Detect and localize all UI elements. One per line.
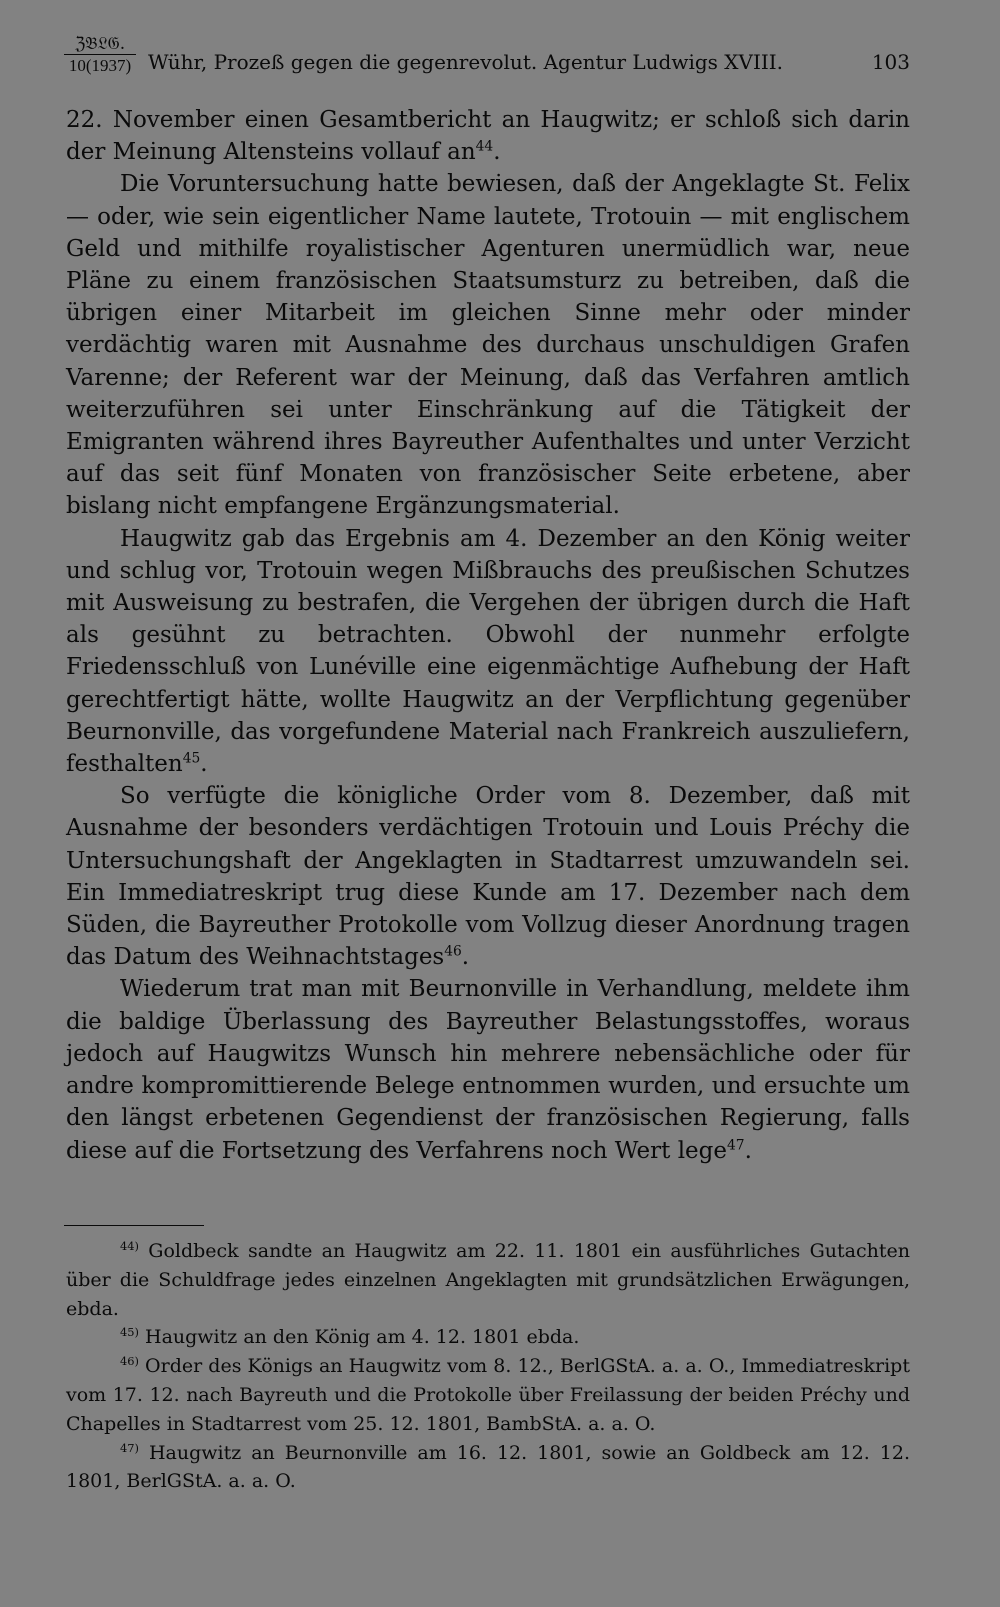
footnote-number: 44) [120, 1239, 139, 1254]
footnote-number: 46) [120, 1354, 139, 1369]
paragraph-text: . [744, 1137, 752, 1164]
footnote-text: Haugwitz an den König am 4. 12. 1801 ebda. [145, 1326, 580, 1349]
paragraph [66, 104, 910, 168]
footnote [66, 1237, 910, 1323]
paragraph [66, 168, 910, 522]
footnote [66, 1439, 910, 1497]
footnote-text: Goldbeck sandte an Haugwitz am 22. 11. 1801 ein ausführliches Gutachten über die Schuldfrage jedes einzelnen Angeklagten mit grundsätzlichen Erwägungen, ebda. [66, 1240, 910, 1320]
paragraph-text: . [493, 139, 501, 166]
journal-volume: 10(1937) [68, 56, 132, 75]
footnote [66, 1352, 910, 1438]
page-number: 103 [871, 50, 910, 74]
paragraph-text: . [200, 751, 208, 778]
footnote-reference: 46 [444, 944, 462, 961]
footnote-text: Haugwitz an Beurnonville am 16. 12. 1801, sowie an Goldbeck am 12. 12. 1801, BerlGStA. a. a. O. [66, 1441, 911, 1493]
footnote-reference: 44 [475, 138, 494, 155]
journal-abbreviation: ℨ𝔅𝔏𝔊. [64, 36, 136, 55]
running-header [64, 36, 910, 74]
footnote-number: 45) [120, 1325, 139, 1340]
footnote-reference: 47 [727, 1137, 745, 1154]
paragraph [66, 523, 910, 781]
footnote-number: 47) [120, 1440, 139, 1455]
main-text [66, 104, 910, 1167]
footnotes [66, 1237, 910, 1496]
footnote-reference: 45 [182, 750, 201, 767]
paragraph-text: Wiederum trat man mit Beurnonville in Verhandlung, meldete ihm die baldige Überlassung des Bayreuther Belastungsstoffes, woraus jedoch auf Haugwitzs Wunsch hin mehrere nebensächliche oder für andre kompromittierende Belege entnommen wurden, und ersuchte um den längst erbetenen Gegendienst der französischen Regierung, falls diese auf die Fortsetzung des Verfahrens noch Wert lege [66, 976, 910, 1164]
paragraph-text: . [461, 944, 470, 971]
journal-reference [64, 36, 136, 74]
paragraph-text: Die Voruntersuchung hatte bewiesen, daß der Angeklagte St. Felix — oder, wie sein eigentlicher Name lautete, Trotouin — mit englischem Geld und mithilfe royalistischer Agenturen unermüdlich war, neue Pläne zu einem französischen Staatsumsturz zu betreiben, daß die übrigen einer Mitarbeit im gleichen Sinne mehr oder minder verdächtig waren mit Ausnahme des durchaus unschuldigen Grafen Varenne; der Referent war der Meinung, daß das Verfahren amtlich weiterzuführen sei unter Einschränkung auf die Tätigkeit der Emigranten während ihres Bayreuther Aufenthaltes und unter Verzicht auf das seit fünf Monaten von französischer Seite erbetene, aber bislang nicht empfangene Ergänzungsmaterial. [66, 171, 910, 520]
paragraph [66, 780, 910, 973]
running-title: Wühr, Prozeß gegen die gegenrevolut. Agentur Ludwigs XVIII. [148, 50, 784, 74]
footnote-separator [64, 1225, 204, 1226]
paragraph [66, 973, 910, 1166]
paragraph-text: So verfügte die königliche Order vom 8. Dezember, daß mit Ausnahme der besonders verdächtigen Trotouin und Louis Préchy die Untersuchungshaft der Angeklagten in Stadtarrest umzuwandeln sei. Ein Immediatreskript trug diese Kunde am 17. Dezember nach dem Süden, die Bayreuther Protokolle vom Vollzug dieser Anordnung tragen das Datum des Weihnachtstages [66, 783, 910, 971]
paragraph-text: Haugwitz gab das Ergebnis am 4. Dezember an den König weiter und schlug vor, Trotouin wegen Mißbrauchs des preußischen Schutzes mit Ausweisung zu bestrafen, die Vergehen der übrigen durch die Haft als gesühnt zu betrachten. Obwohl der nunmehr erfolgte Friedensschluß von Lunéville eine eigenmächtige Aufhebung der Haft gerechtfertigt hätte, wollte Haugwitz an der Verpflichtung gegenüber Beurnonville, das vorgefundene Material nach Frankreich auszuliefern, festhalten [66, 525, 910, 778]
paragraph-text: 22. November einen Gesamtbericht an Haugwitz; er schloß sich darin der Meinung Altensteins vollauf an [66, 107, 910, 166]
footnote-text: Order des Königs an Haugwitz vom 8. 12., BerlGStA. a. a. O., Immediatreskript vom 17. 12. nach Bayreuth und die Protokolle über Freilassung der beiden Préchy und Chapelles in Stadtarrest vom 25. 12. 1801, BambStA. a. a. O. [66, 1355, 910, 1435]
footnote [66, 1323, 910, 1352]
